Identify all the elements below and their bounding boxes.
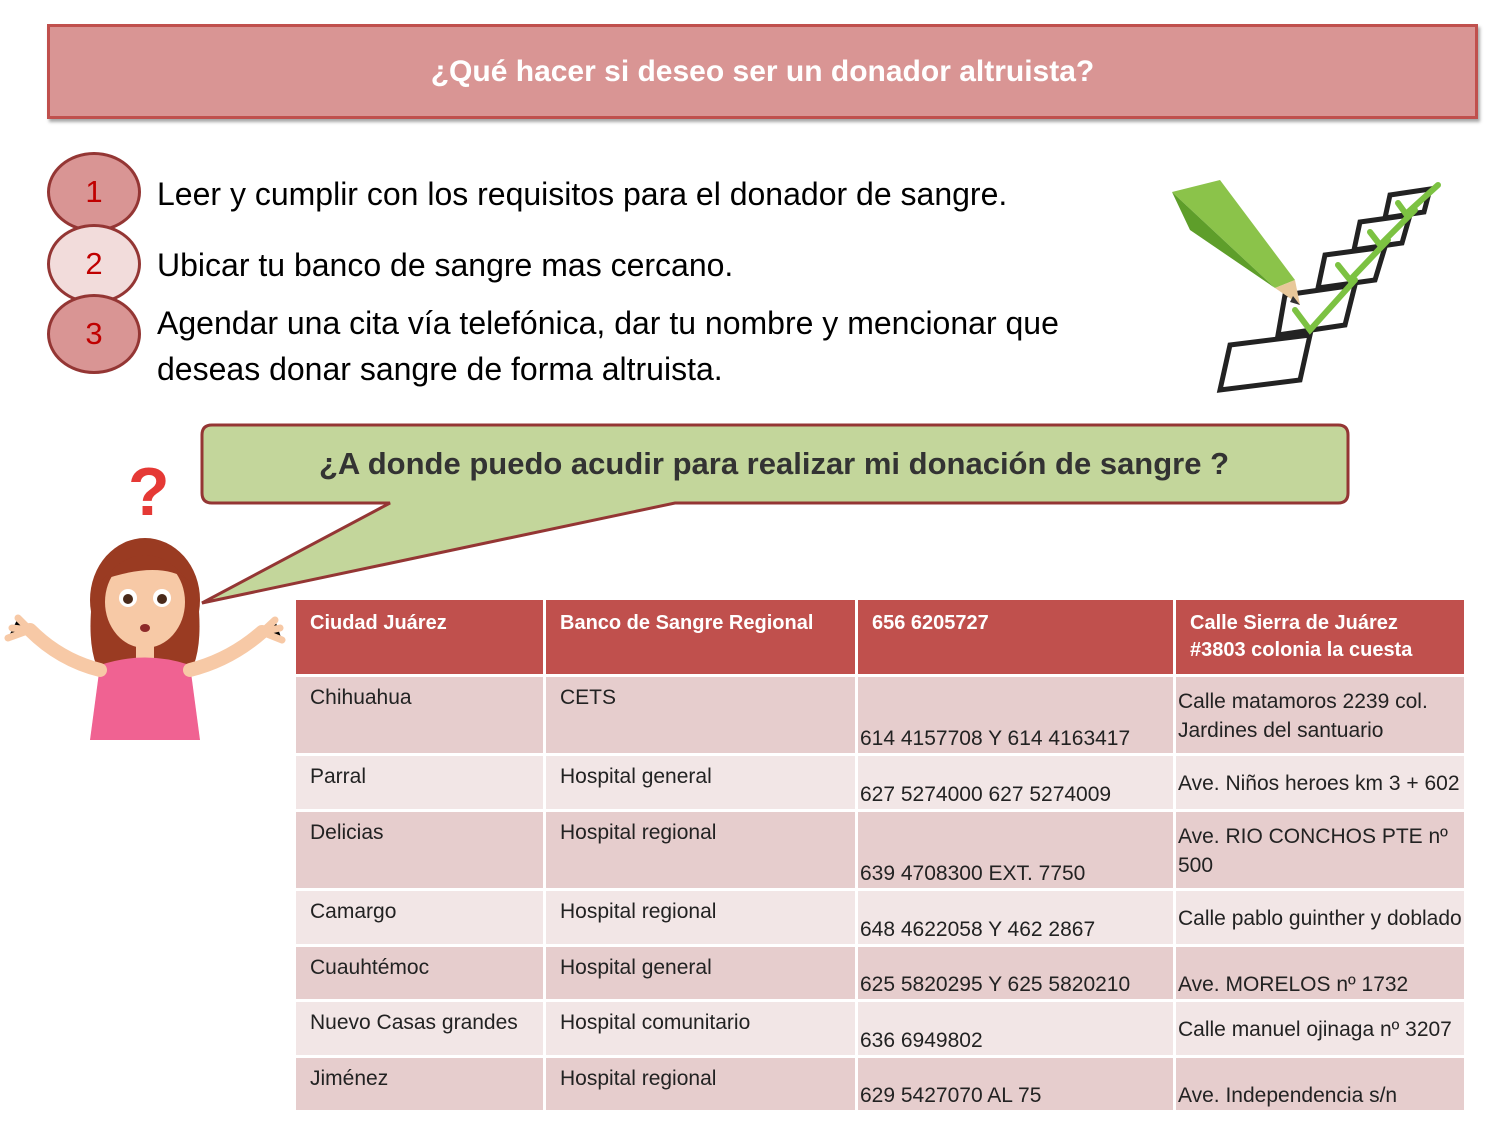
cell-phone: 627 5274000 627 5274009	[857, 755, 1175, 810]
step-2-text: Ubicar tu banco de sangre mas cercano.	[157, 247, 734, 283]
table-row	[295, 676, 1466, 755]
header-address-line-2: #3803 colonia la cuesta	[1190, 639, 1413, 661]
cell-address: Ave. MORELOS nº 1732	[1175, 945, 1466, 1000]
step-2-badge	[47, 224, 141, 304]
cell-address: Calle matamoros 2239 col. Jardines del santuario	[1175, 676, 1466, 755]
cell-city: Nuevo Casas grandes	[295, 1001, 545, 1056]
cell-address: Calle pablo guinther y doblado	[1175, 890, 1466, 945]
table-header-row	[295, 599, 1466, 676]
cell-bank: Hospital regional	[545, 890, 857, 945]
cell-bank: Hospital general	[545, 945, 857, 1000]
step-3-line-2: deseas donar sangre de forma altruista.	[157, 351, 723, 387]
cell-phone: 648 4622058 Y 462 2867	[857, 890, 1175, 945]
cell-city: Parral	[295, 755, 545, 810]
cell-phone: 629 5427070 AL 75	[857, 1056, 1175, 1112]
table-row	[295, 755, 1466, 810]
cell-address: Ave. RIO CONCHOS PTE nº 500	[1175, 810, 1466, 889]
cell-phone: 639 4708300 EXT. 7750	[857, 810, 1175, 889]
cell-city: Delicias	[295, 810, 545, 889]
question-heading: ¿A donde puedo acudir para realizar mi donación de sangre ?	[318, 446, 1230, 481]
confused-girl-illustration	[0, 450, 290, 750]
cell-address: Ave. Niños heroes km 3 + 602	[1175, 755, 1466, 810]
header-phone: 656 6205727	[857, 599, 1175, 676]
table-row	[295, 945, 1466, 1000]
step-3-text	[157, 300, 1059, 392]
step-3-number: 3	[85, 316, 103, 351]
step-3-badge	[47, 294, 141, 374]
title-banner	[47, 24, 1478, 119]
cell-phone: 625 5820295 Y 625 5820210	[857, 945, 1175, 1000]
table-row	[295, 1001, 1466, 1056]
table-row	[295, 1056, 1466, 1112]
step-1-badge	[47, 152, 141, 232]
cell-bank: CETS	[545, 676, 857, 755]
cell-city: Camargo	[295, 890, 545, 945]
cell-bank: Hospital regional	[545, 810, 857, 889]
step-1-number: 1	[85, 174, 103, 209]
header-address	[1175, 599, 1466, 676]
cell-bank: Hospital general	[545, 755, 857, 810]
blood-bank-table	[293, 597, 1467, 1113]
table-row	[295, 890, 1466, 945]
step-1-text: Leer y cumplir con los requisitos para el donador de sangre.	[157, 176, 1008, 212]
step-2-number: 2	[85, 246, 103, 281]
question-mark-icon: ?	[128, 454, 170, 530]
step-3-line-1: Agendar una cita vía telefónica, dar tu nombre y mencionar que	[157, 305, 1059, 341]
cell-bank: Hospital comunitario	[545, 1001, 857, 1056]
cell-bank: Hospital regional	[545, 1056, 857, 1112]
cell-city: Cuauhtémoc	[295, 945, 545, 1000]
cell-city: Chihuahua	[295, 676, 545, 755]
checklist-pencil-icon	[1160, 170, 1460, 400]
header-city: Ciudad Juárez	[295, 599, 545, 676]
header-bank: Banco de Sangre Regional	[545, 599, 857, 676]
checkbox-4-icon	[1220, 335, 1310, 390]
cell-address: Calle manuel ojinaga nº 3207	[1175, 1001, 1466, 1056]
table-row	[295, 810, 1466, 889]
header-address-line-1: Calle Sierra de Juárez	[1190, 612, 1398, 634]
cell-address: Ave. Independencia s/n	[1175, 1056, 1466, 1112]
page-title: ¿Qué hacer si deseo ser un donador altruista?	[430, 54, 1095, 88]
cell-phone: 636 6949802	[857, 1001, 1175, 1056]
cell-city: Jiménez	[295, 1056, 545, 1112]
cell-phone: 614 4157708 Y 614 4163417	[857, 676, 1175, 755]
